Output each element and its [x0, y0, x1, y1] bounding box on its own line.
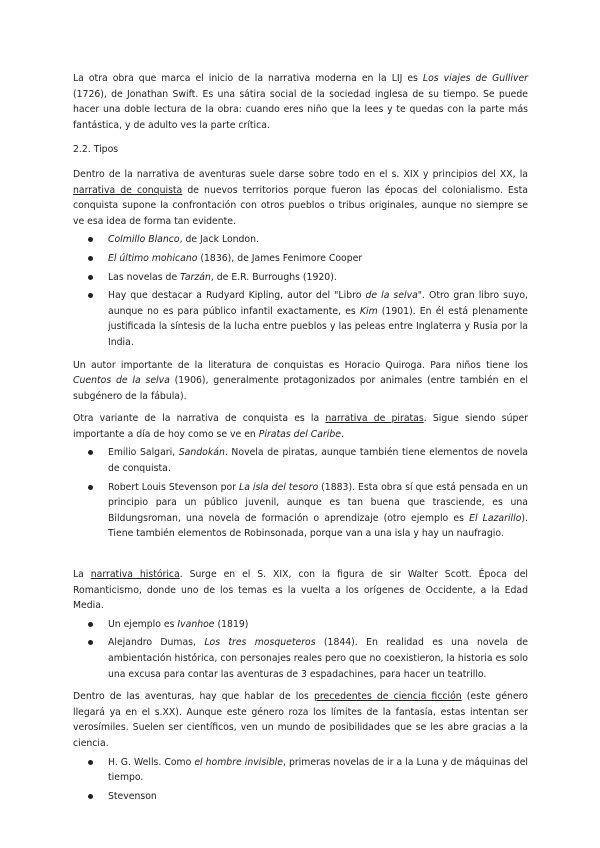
italic-title: Los viajes de Gulliver [422, 73, 528, 84]
text: ". Otro gran libro suyo, aunque no es para público infantil exactamente, es [108, 290, 528, 317]
italic-title: Los tres mosqueteros [204, 637, 316, 649]
text: La otra obra que marca el inicio de la narrativa moderna en la LIJ es [73, 73, 423, 84]
piratas-paragraph [73, 411, 528, 442]
bullet-icon [88, 485, 93, 490]
text: . Novela de piratas, aunque también tiene elementos de novela de conquista. [108, 447, 528, 475]
italic-title: Ivanhoe [177, 618, 215, 630]
text: . Surge en el S. XIX, con la figura de sir Walter Scott. Época del Romanticismo, donde uno de los temas es la vuelta a los orígenes de Occidente, a la Edad Media. [73, 569, 529, 612]
bullet-icon [88, 256, 93, 261]
text: . Sigue siendo súper importante a día de hoy como se ve en [73, 413, 528, 440]
text: Alejandro Dumas, [108, 637, 205, 649]
aventuras-paragraph [73, 167, 528, 229]
list-item [73, 635, 528, 682]
bullet-icon [88, 760, 93, 765]
italic-title: Colmillo Blanco [108, 234, 180, 246]
italic-title: de la selva [365, 290, 418, 302]
text: (1901). En él está plenamente justificada la síntesis de la lucha entre pueblos y las peleas entre Inglaterra y Rusia por la India. [108, 305, 528, 348]
historica-list [73, 617, 528, 682]
conquista-list [73, 232, 528, 350]
list-item [73, 445, 528, 476]
list-item [73, 789, 528, 805]
intro-paragraph [73, 71, 528, 133]
bullet-icon [88, 450, 93, 455]
text: , primeras novelas de ir a la Luna y de máquinas del tiempo. [108, 756, 529, 784]
text: de nuevos territorios porque fueron las épocas del colonialismo. Esta conquista supone la confrontación con otros pueblos o tribus originales, aunque no siempre se ve esa idea de forma tan evidente. [73, 184, 528, 227]
text: (este género llegará ya en el s.XX). Aunque este género roza los límites de la fantasía, estas intentan ser verosímiles. Suelen ser científicos, ven un mundo de posibilidades que se les abre gracias a la ciencia. [73, 691, 528, 749]
underlined-term: narrativa histórica [90, 569, 180, 581]
list-item [73, 251, 528, 267]
text: , de Jack London. [179, 234, 259, 246]
text: Hay que destacar a Rudyard Kipling, autor del "Libro [108, 290, 366, 302]
underlined-term: narrativa de conquista [73, 184, 183, 196]
list-item [73, 270, 528, 286]
text: Un autor importante de la literatura de conquistas es Horacio Quiroga. Para niños tiene los [73, 359, 528, 371]
list-item [73, 617, 528, 633]
italic-title: el hombre invisible [194, 756, 283, 768]
text: Emilio Salgari, [108, 447, 179, 459]
list-item [73, 232, 528, 248]
text: (1819) [214, 618, 249, 630]
text: Robert Louis Stevenson por [108, 481, 240, 493]
italic-title: El último mohicano [108, 252, 198, 264]
text: La [73, 569, 91, 581]
italic-title: El Lazarillo [469, 512, 522, 524]
document-body [73, 71, 528, 807]
historica-paragraph [73, 567, 528, 614]
list-item [73, 480, 528, 542]
bullet-icon [88, 622, 93, 627]
text: Las novelas de [108, 271, 181, 283]
italic-title: Kim [359, 305, 378, 317]
bullet-icon [88, 293, 93, 298]
bullet-icon [88, 640, 93, 645]
italic-title: Sandokán [178, 447, 225, 459]
bullet-icon [88, 794, 93, 799]
text: ). Tiene también elementos de Robinsonada, porque van a una isla y hay un naufragio. [108, 512, 528, 540]
text: (1883). Esta obra sí que está pensada en un principio para un público juvenil, aunque es tan buena que trasciende, es una Bildungsroman, una novela de formación o aprendizaje (otro ejemplo es [108, 481, 529, 524]
italic-title: La isla del tesoro [239, 481, 319, 493]
bullet-icon [88, 237, 93, 242]
list-item [73, 755, 528, 786]
text: (1844). En realidad es una novela de ambientación histórica, con personajes reales pero que no coexistieron, la historia es solo una excusa para contar las aventuras de 3 espadachines, para hacer un teatrillo. [108, 637, 528, 680]
text: Un ejemplo es [108, 618, 178, 630]
italic-title: Tarzán [180, 271, 211, 283]
text: Stevenson [108, 790, 157, 802]
ciencia-paragraph [73, 689, 528, 751]
underlined-term: precedentes de ciencia ficción [314, 691, 462, 703]
italic-title: Cuentos de la selva [73, 375, 170, 387]
piratas-list [73, 445, 528, 542]
text: Dentro de la narrativa de aventuras suele darse sobre todo en el s. XIX y principios del XX, la [73, 168, 528, 180]
quiroga-paragraph [73, 358, 528, 405]
text: , de E.R. Burroughs (1920). [210, 271, 337, 283]
underlined-term: narrativa de piratas [325, 413, 424, 425]
text: Dentro de las aventuras, hay que hablar de los [73, 691, 314, 703]
list-item [73, 288, 528, 350]
bullet-icon [88, 275, 93, 280]
text: . [341, 428, 344, 440]
text: (1726), de Jonathan Swift. Es una sátira social de la sociedad inglesa de su tiempo. Se puede hacer una doble lectura de la obra: cuando eres niño que la lees y te quedas con la parte más fantástica, y de adulto ves la parte crítica. [73, 88, 528, 131]
italic-title: Piratas del Caribe [258, 428, 342, 440]
text: H. G. Wells. Como [108, 756, 195, 768]
ciencia-list [73, 755, 528, 805]
text: (1836), de James Fenimore Cooper [197, 252, 363, 264]
text: Otra variante de la narrativa de conquista es la [73, 413, 326, 425]
text: (1906), generalmente protagonizados por animales (entre también en el subgénero de la fábula). [73, 375, 528, 402]
section-heading: 2.2. Tipos [73, 144, 119, 156]
